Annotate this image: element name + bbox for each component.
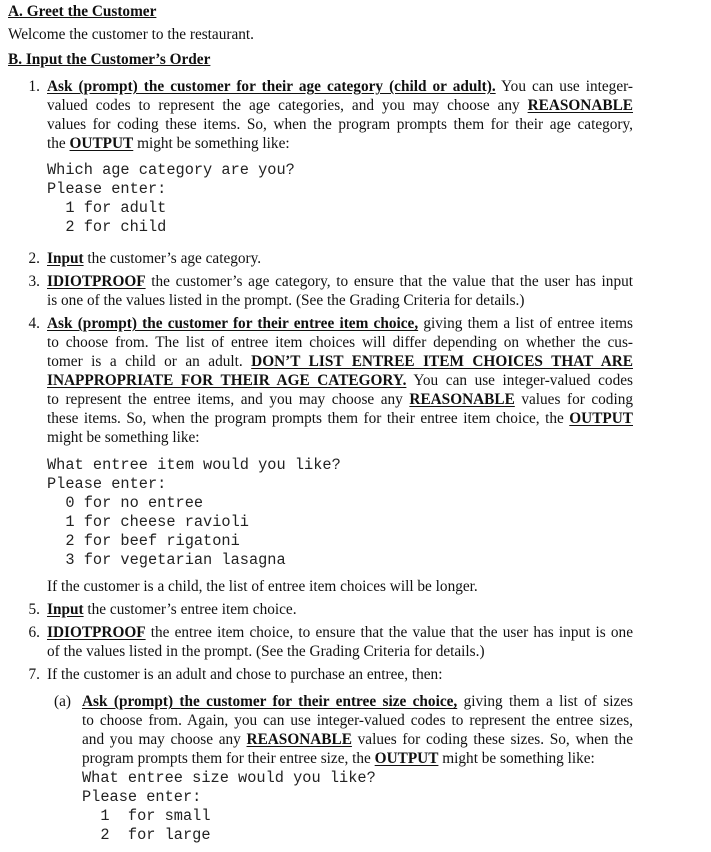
item-4-text: Ask (prompt) the customer for their entree item choice, giving them a list of entree items to choose from. The list of entree item choices will differ depending on whether the cus- tomer is a child or an adult. DON’T LIST ENTREE ITEM CHOICES THAT ARE INAPPROPRIATE FOR THEIR AGE CATEGORY. You can use integer-valued codes to represent the entree items, and you may choose any REASONABLE values for coding these items. So, when the program prompts them for their entree item choice, the OUTPUT might be something like: (47, 315, 633, 446)
age-prompt-line: 1 for adult (47, 199, 167, 217)
size-prompt-line: What entree size would you like? (82, 769, 376, 787)
item-6-number: 6. (28, 624, 40, 641)
item-4-note: If the customer is a child, the list of entree item choices will be longer. (47, 578, 478, 595)
entree-prompt-line: 3 for vegetarian lasagna (47, 551, 286, 569)
item-2-text: Input the customer’s age category. (47, 250, 262, 267)
item-3-number: 3. (28, 273, 40, 290)
item-1-lead: Ask (prompt) the customer for their age category (child or adult). (47, 78, 496, 95)
age-prompt-line: Please enter: (47, 180, 167, 198)
output-emphasis: OUTPUT (69, 135, 134, 152)
item-4-number: 4. (28, 315, 40, 332)
item-1-number: 1. (28, 78, 40, 95)
section-a-text: Welcome the customer to the restaurant. (8, 26, 254, 43)
item-5-text: Input the customer’s entree item choice. (47, 601, 297, 618)
item-7a-text: Ask (prompt) the customer for their entree size choice, giving them a list of sizes to choose from. Again, you can use integer-valued codes to represent the entree sizes, and you may choose any REASONABLE values for coding these sizes. So, when the program prompts them for their entree size, the OUTPUT might be something like: (82, 693, 633, 767)
item-3-text: IDIOTPROOF the customer’s age category, to ensure that the value that the user has input is one of the values listed in the prompt. (See the Grading Criteria for details.) (47, 273, 633, 309)
entree-prompt-line: 1 for cheese ravioli (47, 513, 249, 531)
entree-prompt-line: Please enter: (47, 475, 167, 493)
item-5-number: 5. (28, 601, 40, 618)
item-2-number: 2. (28, 250, 40, 267)
item-1-text: Ask (prompt) the customer for their age category (child or adult). You can use integer- valued codes to represent the age categories, and you may choose any REASONABLE values for coding these items. So, when the program prompts them for their age category, the OUTPUT might be something like: (47, 78, 633, 152)
age-prompt-line: Which age category are you? (47, 161, 295, 179)
item-7-number: 7. (28, 666, 40, 683)
size-prompt-line: Please enter: (82, 788, 202, 806)
section-a-heading: A. Greet the Customer (8, 3, 157, 20)
size-prompt-line: 1 for small (82, 807, 211, 825)
section-b-heading: B. Input the Customer’s Order (8, 51, 211, 68)
item-7-text: If the customer is an adult and chose to purchase an entree, then: (47, 666, 443, 683)
age-prompt-line: 2 for child (47, 218, 167, 236)
size-prompt-line: 2 for large (82, 826, 211, 844)
reasonable-emphasis: REASONABLE (527, 97, 633, 114)
item-7a-label: (a) (54, 693, 71, 710)
entree-prompt-line: 0 for no entree (47, 494, 204, 512)
item-6-text: IDIOTPROOF the entree item choice, to ensure that the value that the user has input is one of the values listed in the prompt. (See the Grading Criteria for details.) (47, 624, 633, 660)
entree-prompt-line: 2 for beef rigatoni (47, 532, 240, 550)
entree-prompt-line: What entree item would you like? (47, 456, 341, 474)
